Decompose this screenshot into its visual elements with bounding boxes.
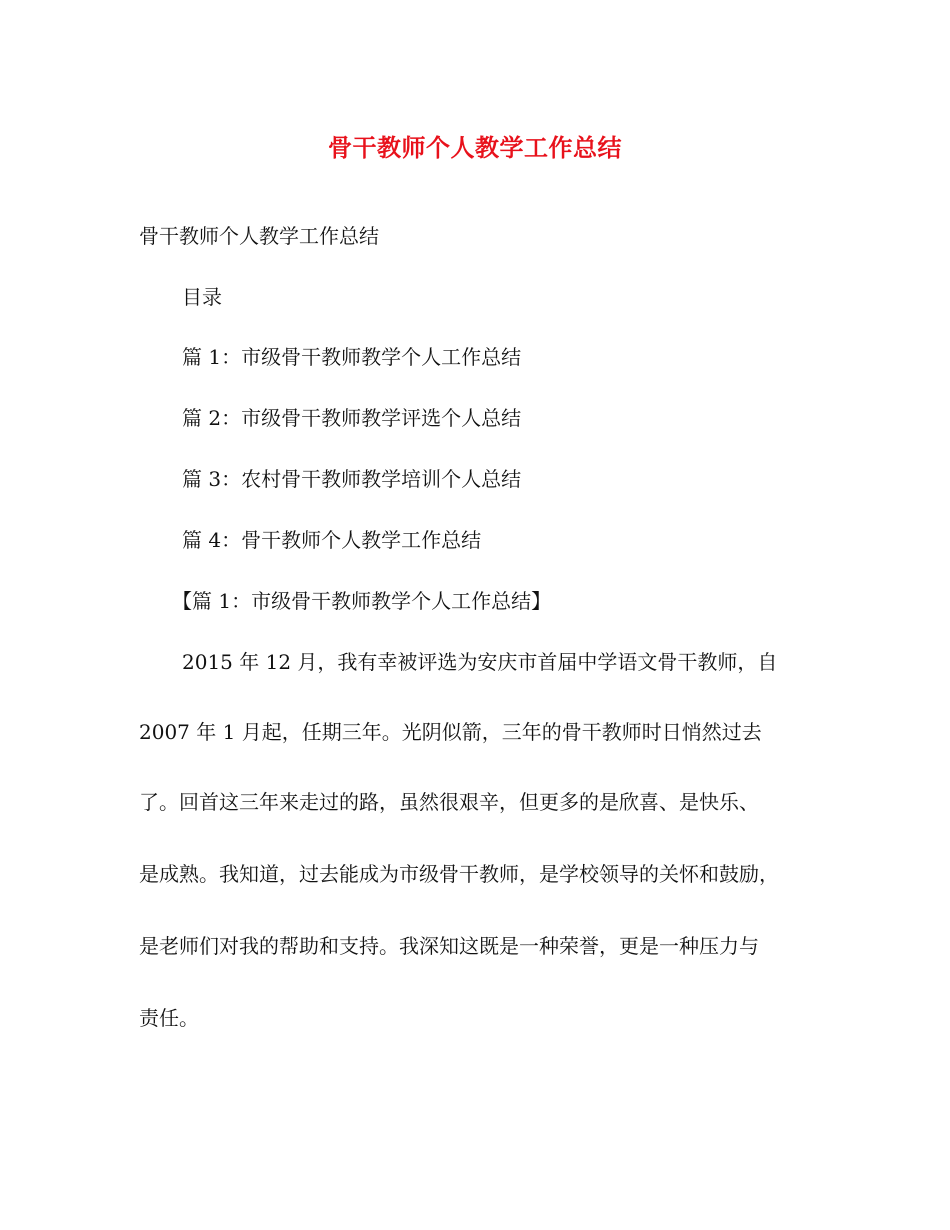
paragraph-line: 是成熟。我知道，过去能成为市级骨干教师，是学校领导的关怀和鼓励， [139,862,779,886]
toc-item: 篇 1：市级骨干教师教学个人工作总结 [182,345,522,369]
toc-heading: 目录 [182,285,222,309]
document-title: 骨干教师个人教学工作总结 [328,133,622,162]
toc-item: 篇 3：农村骨干教师教学培训个人总结 [182,467,522,491]
toc-item: 篇 4：骨干教师个人教学工作总结 [182,528,482,552]
paragraph-line: 责任。 [139,1006,199,1030]
section-heading: 【篇 1：市级骨干教师教学个人工作总结】 [172,589,552,613]
document-subtitle: 骨干教师个人教学工作总结 [139,224,379,248]
toc-item: 篇 2：市级骨干教师教学评选个人总结 [182,406,522,430]
paragraph-line: 2015 年 12 月，我有幸被评选为安庆市首届中学语文骨干教师，自 [182,650,778,674]
paragraph-line: 了。回首这三年来走过的路，虽然很艰辛，但更多的是欣喜、是快乐、 [139,790,759,814]
paragraph-line: 2007 年 1 月起，任期三年。光阴似箭，三年的骨干教师时日悄然过去 [139,720,762,744]
paragraph-line: 是老师们对我的帮助和支持。我深知这既是一种荣誉，更是一种压力与 [139,934,759,958]
